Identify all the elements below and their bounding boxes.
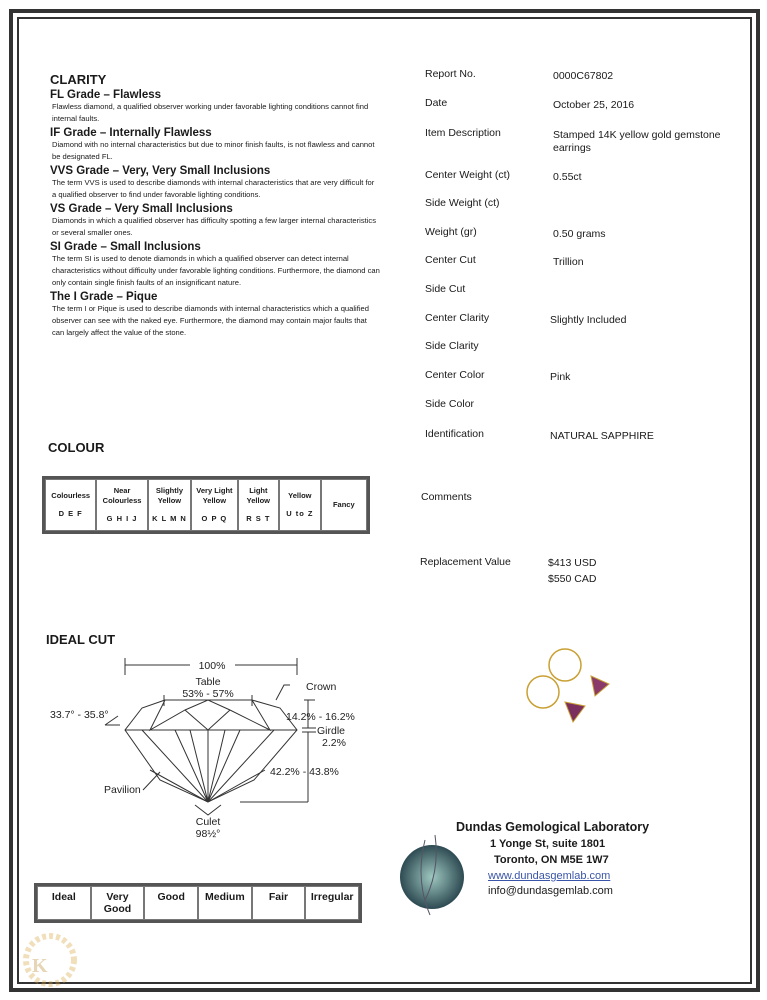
- colour-name: Very Light Yellow: [196, 486, 233, 505]
- report-field-value: 0.50 grams: [553, 228, 606, 240]
- colour-name: Fancy: [332, 500, 355, 509]
- report-field-label: Identification: [425, 428, 484, 440]
- pavilion-label: Pavilion: [104, 784, 141, 796]
- report-field-label: Center Color: [425, 369, 485, 381]
- grade-title: VVS Grade – Very, Very Small Inclusions: [50, 165, 271, 177]
- girdle-value-label: 2.2%: [322, 737, 346, 749]
- grade-title: FL Grade – Flawless: [50, 89, 162, 101]
- crown-height-label: 14.2% - 16.2%: [286, 711, 355, 723]
- colour-code: K L M N: [152, 514, 187, 523]
- lab-address-1: 1 Yonge St, suite 1801: [490, 838, 606, 850]
- culet-label: Culet: [195, 816, 221, 828]
- grade-title: VS Grade – Very Small Inclusions: [50, 203, 233, 215]
- colour-code: R S T: [246, 514, 271, 523]
- colour-cell: [322, 480, 366, 530]
- report-field-value: Pink: [550, 371, 571, 383]
- cut-grade-cell: Ideal: [38, 887, 90, 919]
- report-field-label: Center Weight (ct): [425, 169, 510, 181]
- grade-description: The term I or Pique is used to describe diamonds with internal characteristics which a qualified observer can see with the naked eye. Furthermore, the diamond may contain major faults that can largely affect the value of the stone.: [52, 304, 369, 337]
- report-field-value: Stamped 14K yellow gold gemstone earrings: [553, 129, 721, 154]
- cut-grade-cell: Good: [145, 887, 197, 919]
- colour-heading: COLOUR: [48, 440, 105, 455]
- crown-label: Crown: [306, 681, 337, 693]
- lab-address-2: Toronto, ON M5E 1W7: [494, 854, 609, 866]
- report-field-label: Side Cut: [425, 283, 466, 295]
- report-field-label: Center Clarity: [425, 312, 490, 324]
- report-field-label: Side Clarity: [425, 340, 479, 352]
- earrings-photo: [515, 640, 615, 730]
- clarity-heading: CLARITY: [50, 72, 107, 87]
- cut-grade-cell: Very Good: [92, 887, 144, 919]
- report-field-label: Report No.: [425, 68, 476, 80]
- lab-email: info@dundasgemlab.com: [488, 885, 613, 897]
- girdle-label: Girdle: [317, 725, 346, 737]
- table-range-label: 53% - 57%: [182, 688, 234, 700]
- grade-title: The I Grade – Pique: [50, 291, 158, 303]
- grade-description: Diamond with no internal characteristics but due to minor finish faults, is not flawless and cannot be designated FL.: [52, 140, 375, 161]
- colour-code: U to Z: [286, 509, 314, 518]
- colour-cell: [239, 480, 278, 530]
- report-field-value: October 25, 2016: [553, 99, 635, 111]
- cut-grade-cell: Medium: [199, 887, 251, 919]
- lab-name: Dundas Gemological Laboratory: [456, 820, 650, 834]
- colour-name: Yellow: [288, 491, 312, 500]
- diamond-cut-diagram: [40, 650, 380, 880]
- grade-title: SI Grade – Small Inclusions: [50, 241, 201, 253]
- crown-angle-label: 33.7° - 35.8°: [50, 709, 109, 721]
- culet-angle-label: 98½°: [195, 828, 221, 840]
- pavilion-depth-label: 42.2% - 43.8%: [270, 766, 339, 778]
- colour-name: Light Yellow: [246, 486, 271, 505]
- colour-table: [42, 476, 370, 534]
- colour-code: D E F: [58, 509, 83, 518]
- report-field-label: Item Description: [425, 127, 501, 139]
- grade-title: IF Grade – Internally Flawless: [50, 127, 212, 139]
- grade-description: Diamonds in which a qualified observer has difficulty spotting a few larger internal characteristics or several smaller ones.: [52, 216, 377, 237]
- lab-website-link[interactable]: www.dundasgemlab.com: [488, 870, 611, 882]
- report-field-label: Side Weight (ct): [425, 197, 500, 209]
- replacement-value-label: Replacement Value: [420, 556, 511, 568]
- replacement-cad: $550 CAD: [548, 573, 597, 585]
- lab-info: [456, 820, 649, 897]
- svg-text:K: K: [32, 955, 48, 977]
- report-field-label: Center Cut: [425, 254, 476, 266]
- clarity-section: [50, 72, 380, 339]
- table-label: Table: [195, 676, 221, 688]
- cut-grade-table: [34, 883, 362, 923]
- report-field-value: 0.55ct: [553, 171, 582, 183]
- report-field-value: Slightly Included: [550, 314, 627, 326]
- grade-description: The term VVS is used to describe diamonds with internal characteristics that are very difficult for a qualified observer to find under favorable lighting conditions.: [52, 178, 375, 199]
- colour-name: Colourless: [51, 491, 91, 500]
- colour-name: Near Colourless: [102, 486, 142, 505]
- report-field-label: Side Color: [425, 398, 475, 410]
- colour-code: O P Q: [201, 514, 228, 523]
- report-field-label: Weight (gr): [425, 226, 477, 238]
- colour-cell: [97, 480, 146, 530]
- cut-grade-cell: Irregular: [306, 887, 358, 919]
- replacement-usd: $413 USD: [548, 557, 597, 569]
- colour-cell: [149, 480, 190, 530]
- width-label: 100%: [198, 660, 226, 672]
- watermark-logo: [12, 930, 107, 992]
- colour-code: G H I J: [106, 514, 138, 523]
- colour-cell: [46, 480, 95, 530]
- grade-description: The term SI is used to denote diamonds in which a qualified observer can detect internal characteristics without difficulty under favorable lighting conditions. Furthermore, the diamond can only contain single finish faults of an insignificant nature.: [52, 254, 380, 287]
- ideal-cut-heading: IDEAL CUT: [46, 632, 116, 647]
- report-field-value: NATURAL SAPPHIRE: [550, 430, 654, 442]
- report-field-value: 0000C67802: [553, 70, 614, 82]
- cut-grade-cell: Fair: [253, 887, 305, 919]
- report-field-label: Date: [425, 97, 448, 109]
- colour-cell: [280, 480, 319, 530]
- colour-name: Slightly Yellow: [155, 486, 183, 505]
- comments-label: Comments: [421, 491, 472, 503]
- report-field-value: Trillion: [553, 256, 584, 268]
- grade-description: Flawless diamond, a qualified observer working under favorable lighting conditions cannot find internal faults.: [52, 102, 369, 123]
- colour-cell: [192, 480, 236, 530]
